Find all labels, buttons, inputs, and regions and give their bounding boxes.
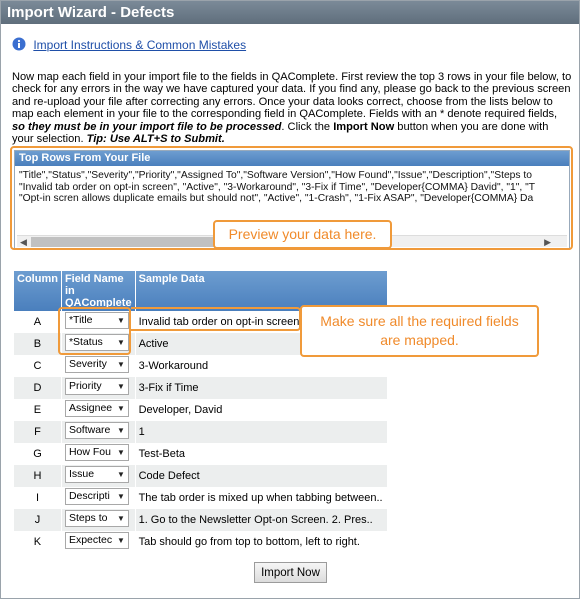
sample-data: Invalid tab order on opt-in screen: [135, 311, 387, 333]
field-select-value: Steps to: [68, 512, 108, 524]
import-now-button[interactable]: Import Now: [254, 562, 327, 583]
sample-data: Test-Beta: [135, 443, 387, 465]
chevron-down-icon: ▼: [117, 360, 125, 369]
preview-line: "Opt-in scren allows duplicate emails but should not", "Active", "1-Crash", "1-Fix ASAP", "Developer{COMMA} Da: [19, 193, 534, 205]
intro-emphasis: so they must be in your import file to be processed: [12, 120, 282, 133]
sample-data: Active: [135, 333, 387, 355]
chevron-down-icon: ▼: [117, 470, 125, 479]
table-row: [14, 487, 387, 509]
scroll-left-icon[interactable]: ◀: [20, 237, 27, 247]
column-letter: J: [14, 509, 61, 531]
required-sample-highlight: [131, 307, 301, 331]
intro-tip: Tip: Use ALT+S to Submit.: [86, 133, 225, 146]
sample-header: Sample Data: [135, 271, 387, 311]
sample-data: 3-Workaround: [135, 355, 387, 377]
column-letter: A: [14, 311, 61, 333]
table-row: [14, 531, 387, 553]
field-select-value: How Fou: [68, 446, 111, 458]
info-icon: [12, 37, 26, 51]
chevron-down-icon: ▼: [117, 448, 125, 457]
table-row: [14, 443, 387, 465]
field-select-value: Descripti: [68, 490, 110, 502]
column-letter: B: [14, 333, 61, 355]
table-row: [14, 377, 387, 399]
chevron-down-icon: ▼: [117, 338, 125, 347]
chevron-down-icon: ▼: [117, 536, 125, 545]
field-select-value: Assignee: [68, 402, 113, 414]
column-letter: E: [14, 399, 61, 421]
sample-data: 3-Fix if Time: [135, 377, 387, 399]
field-header: Field Name in QAComplete: [61, 271, 135, 311]
chevron-down-icon: ▼: [117, 514, 125, 523]
field-select[interactable]: [65, 422, 129, 439]
field-select[interactable]: [65, 466, 129, 483]
sample-data: The tab order is mixed up when tabbing between..: [135, 487, 387, 509]
sample-data: Developer, David: [135, 399, 387, 421]
chevron-down-icon: ▼: [117, 492, 125, 501]
table-row: [14, 399, 387, 421]
column-letter: D: [14, 377, 61, 399]
column-letter: G: [14, 443, 61, 465]
field-select[interactable]: [65, 356, 129, 373]
sample-data: 1. Go to the Newsletter Opt-on Screen. 2. Pres..: [135, 509, 387, 531]
chevron-down-icon: ▼: [117, 426, 125, 435]
column-letter: I: [14, 487, 61, 509]
required-fields-highlight: [58, 307, 131, 355]
field-select-value: Expectec: [68, 534, 113, 546]
column-letter: F: [14, 421, 61, 443]
preview-callout: Preview your data here.: [213, 220, 392, 249]
chevron-down-icon: ▼: [117, 382, 125, 391]
intro-import-now-ref: Import Now: [333, 120, 395, 133]
field-select[interactable]: [65, 378, 129, 395]
field-select-value: *Status: [68, 336, 103, 348]
field-select[interactable]: [65, 510, 129, 527]
help-row: [12, 37, 246, 52]
field-select-value: Priority: [68, 380, 102, 392]
chevron-down-icon: ▼: [117, 404, 125, 413]
column-letter: H: [14, 465, 61, 487]
preview-line: "Invalid tab order on opt-in screen", "Active", "3-Workaround", "3-Fix if Time", "Developer{COMMA} David", "1", "T: [19, 181, 536, 193]
chevron-down-icon: ▼: [117, 316, 125, 325]
column-letter: C: [14, 355, 61, 377]
required-callout: Make sure all the required fields are mapped.: [300, 305, 539, 357]
table-row: [14, 509, 387, 531]
field-select-value: *Title: [68, 314, 93, 326]
sample-data: 1: [135, 421, 387, 443]
field-select-value: Severity: [68, 358, 107, 370]
field-select-value: Issue: [68, 468, 95, 480]
field-select[interactable]: [65, 488, 129, 505]
sample-data: Tab should go from top to bottom, left to right.: [135, 531, 387, 553]
field-select[interactable]: [65, 444, 129, 461]
instructions-link[interactable]: Import Instructions & Common Mistakes: [33, 38, 247, 52]
scroll-right-icon[interactable]: ▶: [544, 237, 551, 247]
preview-line: "Title","Status","Severity","Priority","Assigned To","Software Version","How Found","Issue","Description","Steps to: [19, 170, 532, 181]
window-title: Import Wizard - Defects: [1, 1, 579, 24]
table-row: [14, 421, 387, 443]
intro-part-3: button when you are done with your selection.: [12, 120, 549, 146]
intro-part-2: . Click the: [281, 120, 334, 133]
field-select[interactable]: [65, 400, 129, 417]
column-letter: K: [14, 531, 61, 553]
column-header: Column: [14, 271, 61, 311]
field-select-value: Software: [68, 424, 111, 436]
intro-text: [12, 71, 572, 145]
sample-data: Code Defect: [135, 465, 387, 487]
field-select[interactable]: [65, 532, 129, 549]
intro-part-1: Now map each field in your import file to the fields in QAComplete. First review the top 3 rows in your file below, to check for any errors in the way we have captured your data. If you find any, please go back to the previous screen and re-upload your file after correcting any errors. Once your data looks correct, choose from the lists below to map each element in your file to the corresponding field in QAComplete. Fields with an * denote required fields,: [12, 71, 572, 121]
preview-header: Top Rows From Your File: [15, 151, 569, 166]
table-row: [14, 465, 387, 487]
table-row: [14, 355, 387, 377]
